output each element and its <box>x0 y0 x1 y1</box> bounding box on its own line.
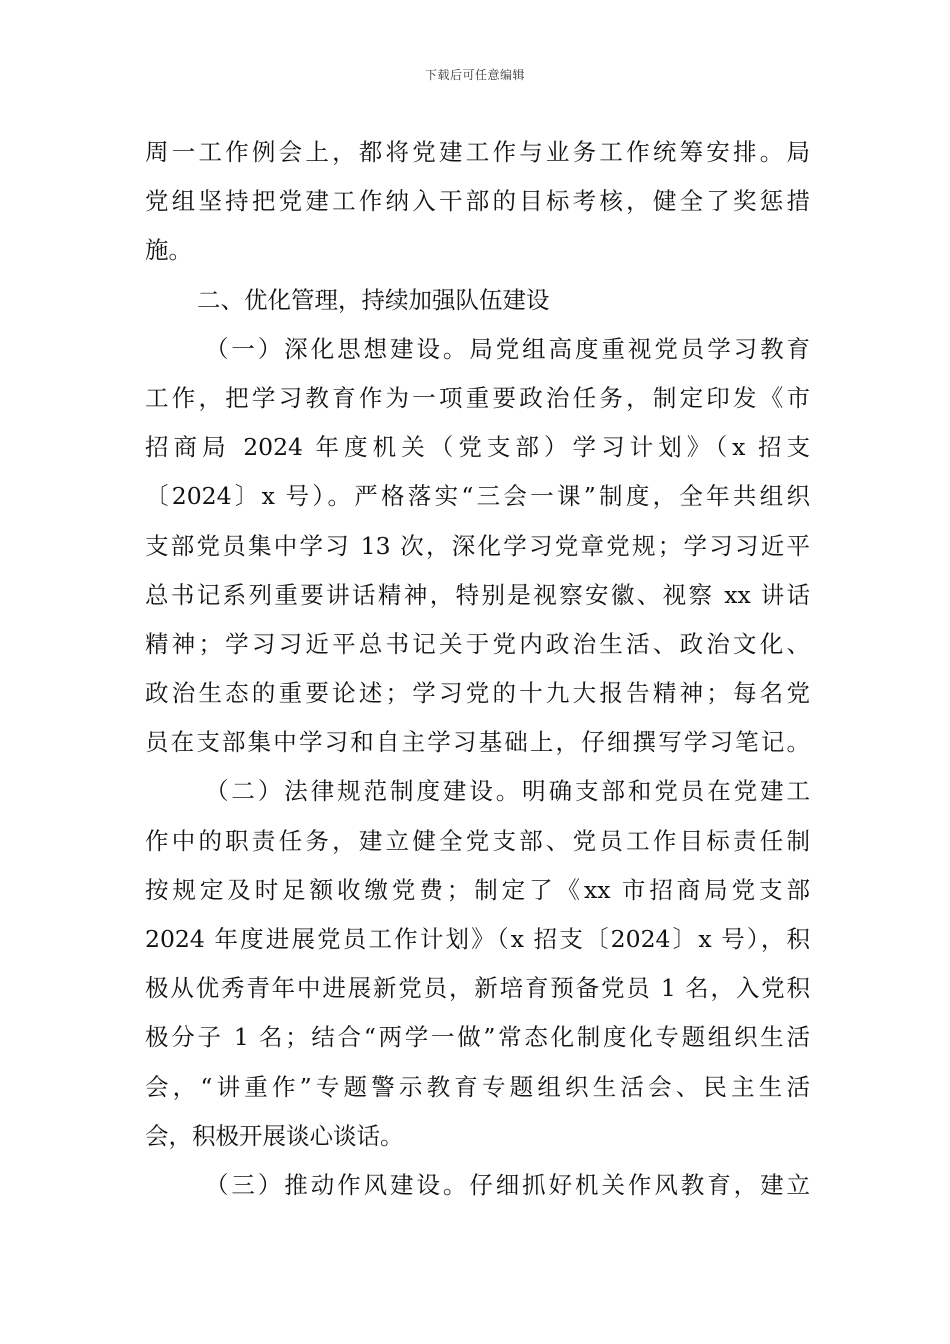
text-line: 总书记系列重要讲话精神，特别是视察安徽、视察 xx 讲话 <box>145 580 810 609</box>
text-line: 按规定及时足额收缴党费；制定了《xx 市招商局党支部 <box>145 875 810 904</box>
text-line: 2024 年度进展党员工作计划》（x 招支〔2024〕x 号），积 <box>145 925 810 953</box>
text-line: 极从优秀青年中进展新党员，新培育预备党员 1 名，入党积 <box>145 974 810 1003</box>
text-line: 会，积极开展谈心谈话。 <box>145 1121 404 1150</box>
page-header: 下载后可任意编辑 <box>424 68 525 82</box>
text-line: 精神；学习习近平总书记关于党内政治生活、政治文化、 <box>145 629 810 658</box>
text-line: 支部党员集中学习 13 次，深化学习党章党规；学习习近平 <box>145 531 810 560</box>
text-line: 作中的职责任务，建立健全党支部、党员工作目标责任制 <box>145 826 810 855</box>
text-line: 周一工作例会上，都将党建工作与业务工作统筹安排。局 <box>145 138 810 166</box>
text-line: 施。 <box>145 236 192 265</box>
document-body <box>145 128 810 1210</box>
paragraph-start-line: （二）法律规范制度建设。明确支部和党员在党建工 <box>205 777 810 806</box>
text-line: 党组坚持把党建工作纳入干部的目标考核，健全了奖惩措 <box>145 187 810 216</box>
section-heading: 二、优化管理，持续加强队伍建设 <box>197 285 550 314</box>
text-line: 员在支部集中学习和自主学习基础上，仔细撰写学习笔记。 <box>145 728 810 757</box>
text-line: 会，“讲重作”专题警示教育专题组织生活会、民主生活 <box>145 1072 810 1101</box>
text-line: 极分子 1 名；结合“两学一做”常态化制度化专题组织生活 <box>145 1023 810 1052</box>
text-line: 招商局 2024 年度机关（党支部）学习计划》（x 招支 <box>145 433 810 462</box>
paragraph-start-line: （一）深化思想建设。局党组高度重视党员学习教育 <box>205 334 810 363</box>
text-line: 工作，把学习教育作为一项重要政治任务，制定印发《市 <box>145 383 810 412</box>
text-line: 政治生态的重要论述；学习党的十九大报告精神；每名党 <box>145 679 810 708</box>
text-line: 〔2024〕x 号）。严格落实“三会一课”制度，全年共组织 <box>145 482 810 511</box>
paragraph-start-line: （三）推动作风建设。仔细抓好机关作风教育，建立 <box>205 1170 810 1199</box>
